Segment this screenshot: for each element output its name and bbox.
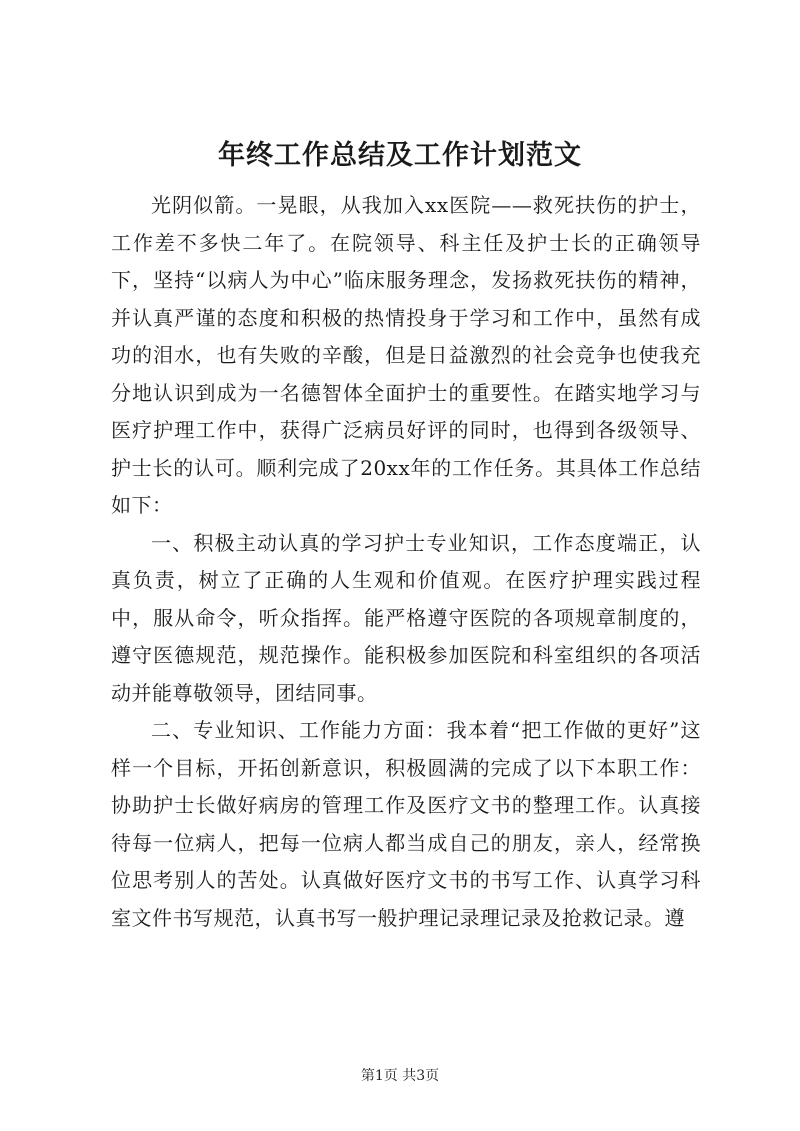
paragraph-section-1: 一、积极主动认真的学习护士专业知识，工作态度端正，认真负责，树立了正确的人生观和价值观。在医疗护理实践过程中，服从命令，听众指挥。能严格遵守医院的各项规章制度的，遵守医德规范，规范操作。能积极参加医院和科室组织的各项活动并能尊敬领导，团结同事。 bbox=[111, 530, 701, 705]
page-number-footer: 第1页 共3页 bbox=[360, 1068, 440, 1084]
document-title: 年终工作总结及工作计划范文 bbox=[218, 140, 582, 171]
document-body bbox=[111, 187, 701, 937]
paragraph-section-2: 二、专业知识、工作能力方面：我本着“把工作做的更好”这样一个目标，开拓创新意识，积极圆满的完成了以下本职工作：协助护士长做好病房的管理工作及医疗文书的整理工作。认真接待每一位病人，把每一位病人都当成自己的朋友，亲人，经常换位思考别人的苦处。认真做好医疗文书的书写工作、认真学习科室文件书写规范，认真书写一般护理记录理记录及抢救记录。遵 bbox=[111, 718, 701, 930]
paragraph-intro: 光阴似箭。一晃眼，从我加入xx医院——救死扶伤的护士，工作差不多快二年了。在院领导、科主任及护士长的正确领导下，坚持“以病人为中心”临床服务理念，发扬救死扶伤的精神，并认真严谨的态度和积极的热情投身于学习和工作中，虽然有成功的泪水，也有失败的辛酸，但是日益激烈的社会竞争也使我充分地认识到成为一名德智体全面护士的重要性。在踏实地学习与医疗护理工作中，获得广泛病员好评的同时，也得到各级领导、护士长的认可。顺利完成了20xx年的工作任务。其具体工作总结如下： bbox=[111, 193, 701, 517]
